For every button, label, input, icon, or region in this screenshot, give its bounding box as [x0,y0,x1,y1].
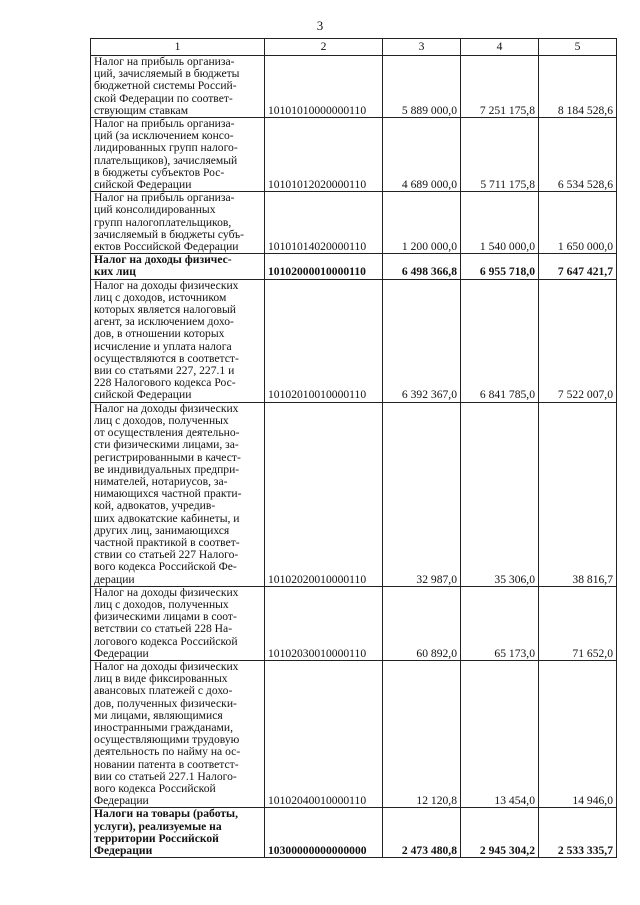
cell-name: Налог на доходы физических лиц в виде фиксированных авансовых платежей с дохо- дов, полученных физически- ми лицами, являющимися иностранными гражданами, осуществляющими трудовую деятельность по найму на ос- новании патента в соответст- вии со статьей 227.1 Налого- вого кодекса Российской Федерации [91,660,265,807]
cell-value-3: 1 650 000,0 [539,192,617,254]
cell-code: 10102010010000110 [265,279,383,402]
column-header: 1 [91,39,265,56]
budget-revenue-table [90,38,617,858]
cell-value-3: 2 533 335,7 [539,808,617,858]
cell-code: 10101012020000110 [265,118,383,192]
table-row [91,192,617,254]
cell-value-2: 6 955 718,0 [461,254,539,279]
table-row [91,660,617,807]
cell-value-1: 2 473 480,8 [383,808,461,858]
cell-code: 10102020010000110 [265,402,383,586]
cell-value-2: 35 306,0 [461,402,539,586]
table-row [91,279,617,402]
cell-code: 10300000000000000 [265,808,383,858]
cell-value-2: 5 711 175,8 [461,118,539,192]
cell-value-3: 7 522 007,0 [539,279,617,402]
cell-value-3: 6 534 528,6 [539,118,617,192]
table-row [91,254,617,279]
column-header: 2 [265,39,383,56]
cell-code: 10101014020000110 [265,192,383,254]
cell-name: Налог на прибыль организа- ций консолидированных групп налогоплательщиков, зачисляемый в бюджеты субъ- ектов Российской Федерации [91,192,265,254]
column-header: 3 [383,39,461,56]
cell-value-3: 38 816,7 [539,402,617,586]
table-row [91,118,617,192]
cell-value-3: 7 647 421,7 [539,254,617,279]
table-row [91,586,617,660]
cell-value-2: 2 945 304,2 [461,808,539,858]
cell-value-1: 6 392 367,0 [383,279,461,402]
cell-name: Налог на доходы физичес- ких лиц [91,254,265,279]
cell-value-2: 6 841 785,0 [461,279,539,402]
cell-value-3: 71 652,0 [539,586,617,660]
cell-name: Налог на доходы физических лиц с доходов, источником которых является налоговый агент, за исключением дохо- дов, в отношении которых исчисление и уплата налога осуществляются в соответст- вии со статьями 227, 227.1 и 228 Налогового кодекса Рос- сийской Федерации [91,279,265,402]
cell-name: Налог на прибыль организа- ций (за исключением консо- лидированных групп налого- плательщиков), зачисляемый в бюджеты субъектов Рос- сийской Федерации [91,118,265,192]
cell-value-2: 7 251 175,8 [461,56,539,118]
cell-value-1: 32 987,0 [383,402,461,586]
cell-value-1: 4 689 000,0 [383,118,461,192]
column-header: 4 [461,39,539,56]
cell-name: Налог на доходы физических лиц с доходов, полученных от осуществления деятельно- сти физическими лицами, за- регистрированными в качест- ве индивидуальных предпри- нимателей, нотариусов, за- нимающихся частной практи- кой, адвокатов, учредив- ших адвокатские кабинеты, и других лиц, занимающихся частной практикой в соответ- ствии со статьей 227 Налого- вого кодекса Российской Фе- дерации [91,402,265,586]
cell-value-3: 8 184 528,6 [539,56,617,118]
cell-value-2: 1 540 000,0 [461,192,539,254]
cell-value-1: 6 498 366,8 [383,254,461,279]
cell-name: Налог на доходы физических лиц с доходов, полученных физическими лицами в соот- ветствии со статьей 228 На- логового кодекса Российской Федерации [91,586,265,660]
table-row [91,808,617,858]
cell-code: 10102040010000110 [265,660,383,807]
cell-value-1: 1 200 000,0 [383,192,461,254]
cell-value-2: 13 454,0 [461,660,539,807]
table-header-row [91,39,617,56]
cell-name: Налог на прибыль организа- ций, зачисляемый в бюджеты бюджетной системы Россий- ской Федерации по соответ- ствующим ставкам [91,56,265,118]
table-row [91,56,617,118]
cell-name: Налоги на товары (работы, услуги), реализуемые на территории Российской Федерации [91,808,265,858]
page-number: 3 [316,18,324,33]
cell-code: 10102030010000110 [265,586,383,660]
cell-value-1: 12 120,8 [383,660,461,807]
cell-value-2: 65 173,0 [461,586,539,660]
cell-value-3: 14 946,0 [539,660,617,807]
cell-value-1: 60 892,0 [383,586,461,660]
table-row [91,402,617,586]
cell-value-1: 5 889 000,0 [383,56,461,118]
cell-code: 10101010000000110 [265,56,383,118]
cell-code: 10102000010000110 [265,254,383,279]
column-header: 5 [539,39,617,56]
